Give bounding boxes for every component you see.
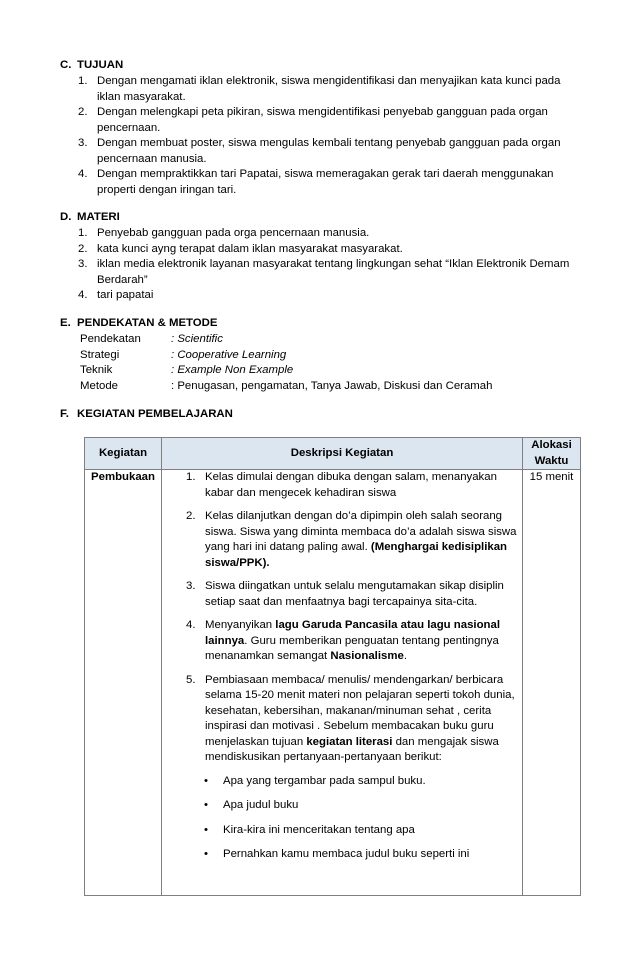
step-text: .	[403, 650, 407, 662]
section-title: TUJUAN	[77, 59, 124, 71]
header-deskripsi: Deskripsi Kegiatan	[162, 438, 523, 470]
step-item	[85, 673, 522, 766]
meta-row	[80, 348, 492, 364]
meta-value: : Scientific	[171, 333, 223, 345]
kegiatan-table	[84, 437, 581, 896]
list-item-text: Dengan mempraktikkan tari Papatai, siswa memeragakan gerak tari daerah menggunakan properti dengan iringan tari.	[97, 168, 554, 196]
list-item	[78, 167, 578, 198]
step-text: Menyanyikan	[205, 619, 276, 631]
bullet-item	[85, 847, 522, 863]
step-text: Pembiasaan membaca/ menulis/ mendengarkan/ berbicara selama 15-20 menit materi non pelajaran seperti tokoh dunia, kesehatan, kebersihan, makanan/minuman sehat , cerita inspirasi dan motivasi . Sebelum membacakan buku guru menjelaskan tujuan	[205, 673, 515, 748]
bullet-item	[85, 823, 522, 839]
section-tujuan-heading	[60, 58, 123, 74]
description-cell	[162, 470, 523, 896]
table-row	[85, 470, 581, 896]
section-letter: E.	[60, 317, 71, 329]
list-item-text: kata kunci ayng terapat dalam iklan masyarakat masyarakat.	[97, 242, 403, 255]
meta-key: Teknik	[80, 364, 113, 376]
list-number: 4.	[78, 289, 88, 301]
bullet-dot: •	[204, 799, 208, 811]
list-number: 1.	[78, 75, 88, 87]
step-item	[85, 579, 522, 610]
meta-row	[80, 332, 492, 348]
section-title: PENDEKATAN & METODE	[77, 317, 218, 329]
step-item	[85, 618, 522, 665]
meta-row	[80, 363, 492, 379]
list-item-text: Dengan melengkapi peta pikiran, siswa mengidentifikasi penyebab gangguan pada organ pencernaan.	[97, 106, 548, 134]
step-item	[85, 470, 522, 501]
list-number: 3.	[78, 258, 88, 270]
pendekatan-details	[80, 332, 492, 394]
step-emphasis: lagu Garuda Pancasila atau lagu nasional lainnya	[205, 619, 501, 647]
phase-cell: Pembukaan	[85, 470, 162, 896]
bullet-item	[85, 798, 522, 814]
list-item	[78, 242, 578, 258]
list-item-text: Penyebab gangguan pada orga pencernaan manusia.	[97, 227, 370, 239]
section-materi-heading	[60, 210, 120, 226]
step-text: Kelas dimulai dengan dibuka dengan salam, menanyakan kabar dan mengecek kehadiran siswa	[205, 471, 497, 499]
step-item	[85, 509, 522, 571]
step-text: Siswa diingatkan untuk selalu mengutamakan sikap disiplin setiap saat dan menfaatnya bagi tercapainya sita-cita.	[205, 580, 504, 608]
bullet-text: Kira-kira ini menceritakan tentang apa	[223, 823, 415, 836]
meta-key: Pendekatan	[80, 333, 141, 345]
step-number: 4.	[186, 619, 196, 631]
list-number: 4.	[78, 168, 88, 180]
step-text: . Guru memberikan penguatan tentang pentingnya menanamkan semangat	[205, 634, 499, 662]
list-item	[78, 105, 578, 136]
bullet-text: Apa judul buku	[223, 799, 299, 811]
header-kegiatan: Kegiatan	[85, 438, 162, 470]
bullet-item	[85, 774, 522, 790]
section-kegiatan-heading	[60, 407, 233, 423]
section-letter: C.	[60, 59, 72, 71]
step-emphasis: Nasionalisme	[330, 650, 404, 662]
meta-value: : Example Non Example	[171, 364, 294, 376]
list-item	[78, 74, 578, 105]
list-item-text: tari papatai	[97, 289, 154, 301]
section-letter: D.	[60, 211, 72, 223]
bullet-dot: •	[204, 848, 208, 860]
table-header-row	[85, 438, 581, 470]
step-text: Kelas dilanjutkan dengan do’a dipimpin oleh salah seorang siswa. Siswa yang diminta membaca do’a adalah siswa siswa yang hari ini datang paling awal.	[205, 510, 517, 553]
list-item-text: Dengan membuat poster, siswa mengulas kembali tentang penyebab gangguan pada organ pencernaan manusia.	[97, 137, 561, 165]
step-number: 3.	[186, 580, 196, 592]
tujuan-list	[78, 74, 578, 198]
list-number: 3.	[78, 137, 88, 149]
bullet-text: Apa yang tergambar pada sampul buku.	[223, 774, 426, 787]
meta-value: : Penugasan, pengamatan, Tanya Jawab, Diskusi dan Ceramah	[171, 379, 493, 392]
list-item-text: iklan media elektronik layanan masyarakat tentang lingkungan sehat “Iklan Elektronik Demam Berdarah”	[97, 258, 570, 286]
list-item	[78, 288, 578, 304]
meta-value: : Cooperative Learning	[171, 348, 287, 361]
step-number: 5.	[186, 673, 196, 686]
step-text: dan mengajak siswa mendiskusikan pertanyaan-pertanyaan berikut:	[205, 735, 499, 763]
bullet-dot: •	[204, 774, 208, 787]
time-cell: 15 menit	[523, 470, 581, 896]
bullet-dot: •	[204, 823, 208, 836]
bullet-text: Pernahkan kamu membaca judul buku seperti ini	[223, 848, 470, 860]
step-number: 1.	[186, 471, 196, 483]
list-number: 1.	[78, 227, 88, 239]
step-number: 2.	[186, 510, 196, 522]
list-item	[78, 226, 578, 242]
section-title: MATERI	[77, 211, 120, 223]
section-letter: F.	[60, 408, 69, 420]
meta-key: Strategi	[80, 348, 120, 361]
step-emphasis: kegiatan literasi	[306, 735, 393, 748]
list-item-text: Dengan mengamati iklan elektronik, siswa mengidentifikasi dan menyajikan kata kunci pada iklan masyarakat.	[97, 75, 561, 103]
meta-row	[80, 379, 492, 395]
list-number: 2.	[78, 106, 88, 118]
materi-list	[78, 226, 578, 304]
section-pendekatan-heading	[60, 316, 218, 332]
meta-key: Metode	[80, 379, 118, 392]
header-alokasi: Alokasi Waktu	[523, 438, 581, 470]
list-number: 2.	[78, 242, 88, 255]
list-item	[78, 136, 578, 167]
section-title: KEGIATAN PEMBELAJARAN	[77, 408, 233, 420]
list-item	[78, 257, 578, 288]
step-emphasis: (Menghargai kedisiplikan siswa/PPK).	[205, 541, 508, 569]
